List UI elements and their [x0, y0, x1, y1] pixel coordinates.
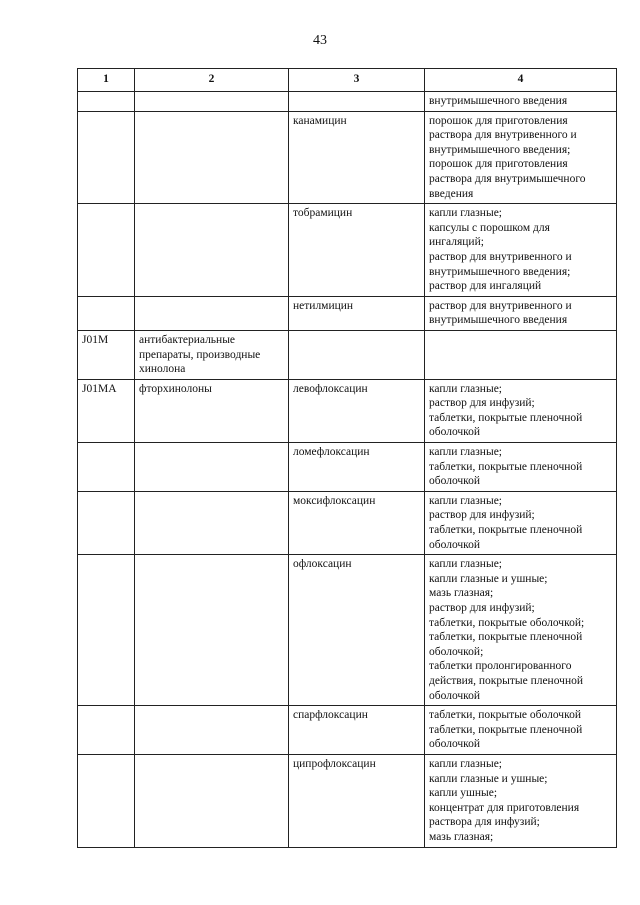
- table-row: [78, 379, 617, 442]
- dosage-forms-cell: [425, 754, 617, 847]
- atc-code-cell: [78, 555, 135, 706]
- cell-line: таблетки, покрытые пленочной: [429, 524, 583, 537]
- column-header: 2: [135, 69, 289, 92]
- cell-line: оболочкой: [429, 475, 481, 488]
- cell-line: оболочкой: [429, 426, 481, 439]
- dosage-forms-cell: [425, 330, 617, 379]
- cell-line: оболочкой: [429, 689, 481, 702]
- group-cell: [135, 296, 289, 330]
- dosage-forms-cell: [425, 204, 617, 297]
- atc-code-cell: [78, 92, 135, 112]
- dosage-forms-cell: [425, 92, 617, 112]
- cell-line: таблетки, покрытые пленочной: [429, 460, 583, 473]
- dosage-forms-cell: [425, 379, 617, 442]
- cell-line: нетилмицин: [293, 299, 354, 312]
- cell-line: оболочкой: [429, 738, 481, 751]
- cell-line: внутримышечного введения: [429, 95, 568, 107]
- table-row: [78, 111, 617, 204]
- table-row: [78, 204, 617, 297]
- cell-line: ципрофлоксацин: [293, 757, 376, 770]
- cell-line: капли глазные;: [429, 558, 502, 571]
- table-row: [78, 296, 617, 330]
- group-cell: [135, 111, 289, 204]
- cell-line: раствор для инфузий;: [429, 397, 535, 410]
- cell-line: ломефлоксацин: [293, 446, 370, 459]
- table-row: [78, 706, 617, 755]
- atc-code-cell: [78, 706, 135, 755]
- cell-line: мазь глазная;: [429, 587, 494, 600]
- atc-code-cell: J01M: [78, 330, 135, 379]
- group-cell: [135, 330, 289, 379]
- drug-name-cell: [289, 706, 425, 755]
- cell-line: внутримышечного введения: [429, 314, 568, 327]
- cell-line: антибактериальные: [139, 333, 236, 346]
- group-cell: [135, 555, 289, 706]
- cell-line: раствор для инфузий;: [429, 602, 535, 614]
- cell-line: раствор для внутривенного и: [429, 250, 572, 263]
- cell-line: таблетки, покрытые пленочной: [429, 411, 583, 424]
- cell-line: хинолона: [139, 363, 186, 376]
- cell-line: раствора для инфузий;: [429, 816, 540, 829]
- cell-line: левофлоксацин: [293, 382, 368, 395]
- cell-line: оболочкой;: [429, 645, 484, 658]
- cell-line: канамицин: [293, 114, 347, 127]
- cell-line: раствора для внутривенного и: [429, 129, 577, 142]
- table-row: [78, 92, 617, 112]
- cell-line: ингаляций;: [429, 236, 484, 249]
- group-cell: [135, 443, 289, 492]
- group-cell: [135, 706, 289, 755]
- cell-line: раствор для инфузий;: [429, 509, 535, 522]
- cell-line: концентрат для приготовления: [429, 801, 580, 814]
- cell-line: капли глазные;: [429, 494, 502, 507]
- cell-line: внутримышечного введения;: [429, 143, 571, 156]
- drug-name-cell: [289, 92, 425, 112]
- cell-line: тобрамицин: [293, 207, 353, 220]
- cell-line: капсулы с порошком для: [429, 221, 550, 234]
- cell-line: таблетки, покрытые оболочкой: [429, 709, 581, 722]
- cell-line: препараты, производные: [139, 348, 261, 361]
- atc-code-cell: [78, 204, 135, 297]
- table-header-row: [78, 69, 617, 92]
- drug-name-cell: [289, 330, 425, 379]
- cell-line: капли ушные;: [429, 787, 498, 800]
- dosage-forms-cell: [425, 706, 617, 755]
- table-row: [78, 330, 617, 379]
- drug-name-cell: [289, 111, 425, 204]
- cell-line: введения: [429, 187, 474, 200]
- group-cell: [135, 379, 289, 442]
- atc-code-cell: [78, 754, 135, 847]
- atc-code-cell: [78, 443, 135, 492]
- drug-name-cell: [289, 555, 425, 706]
- column-header: 4: [425, 69, 617, 92]
- cell-line: раствор для внутривенного и: [429, 299, 572, 312]
- column-header: 1: [78, 69, 135, 92]
- drug-name-cell: [289, 491, 425, 554]
- group-cell: [135, 204, 289, 297]
- table-row: [78, 754, 617, 847]
- column-header: 3: [289, 69, 425, 92]
- cell-line: таблетки, покрытые пленочной: [429, 723, 583, 736]
- drug-table: [77, 68, 617, 848]
- cell-line: капли глазные;: [429, 207, 502, 220]
- drug-name-cell: [289, 296, 425, 330]
- cell-line: внутримышечного введения;: [429, 265, 571, 278]
- cell-line: оболочкой: [429, 538, 481, 551]
- drug-name-cell: [289, 204, 425, 297]
- cell-line: капли глазные;: [429, 446, 502, 459]
- cell-line: спарфлоксацин: [293, 709, 368, 722]
- dosage-forms-cell: [425, 443, 617, 492]
- group-cell: [135, 754, 289, 847]
- cell-line: капли глазные и ушные;: [429, 572, 548, 585]
- cell-line: капли глазные;: [429, 382, 502, 395]
- dosage-forms-cell: [425, 296, 617, 330]
- group-cell: [135, 491, 289, 554]
- atc-code-cell: [78, 296, 135, 330]
- cell-line: таблетки пролонгированного: [429, 660, 572, 673]
- cell-line: офлоксацин: [293, 558, 352, 571]
- cell-line: моксифлоксацин: [293, 494, 376, 507]
- cell-line: порошок для приготовления: [429, 114, 568, 127]
- atc-code-cell: [78, 491, 135, 554]
- table-body: [78, 92, 617, 848]
- drug-name-cell: [289, 379, 425, 442]
- cell-line: раствор для ингаляций: [429, 280, 542, 293]
- cell-line: капли глазные;: [429, 757, 502, 770]
- group-cell: [135, 92, 289, 112]
- page-number: 43: [313, 33, 327, 48]
- cell-line: раствора для внутримышечного: [429, 172, 586, 185]
- cell-line: таблетки, покрытые пленочной: [429, 631, 583, 644]
- atc-code-cell: J01MA: [78, 379, 135, 442]
- table-row: [78, 555, 617, 706]
- dosage-forms-cell: [425, 555, 617, 706]
- table-row: [78, 443, 617, 492]
- cell-line: капли глазные и ушные;: [429, 772, 548, 785]
- cell-line: фторхинолоны: [139, 382, 212, 395]
- drug-name-cell: [289, 754, 425, 847]
- table-row: [78, 491, 617, 554]
- cell-line: порошок для приготовления: [429, 158, 568, 171]
- drug-name-cell: [289, 443, 425, 492]
- cell-line: таблетки, покрытые оболочкой;: [429, 616, 585, 629]
- dosage-forms-cell: [425, 491, 617, 554]
- cell-line: мазь глазная;: [429, 830, 494, 843]
- dosage-forms-cell: [425, 111, 617, 204]
- atc-code-cell: [78, 111, 135, 204]
- cell-line: действия, покрытые пленочной: [429, 674, 584, 687]
